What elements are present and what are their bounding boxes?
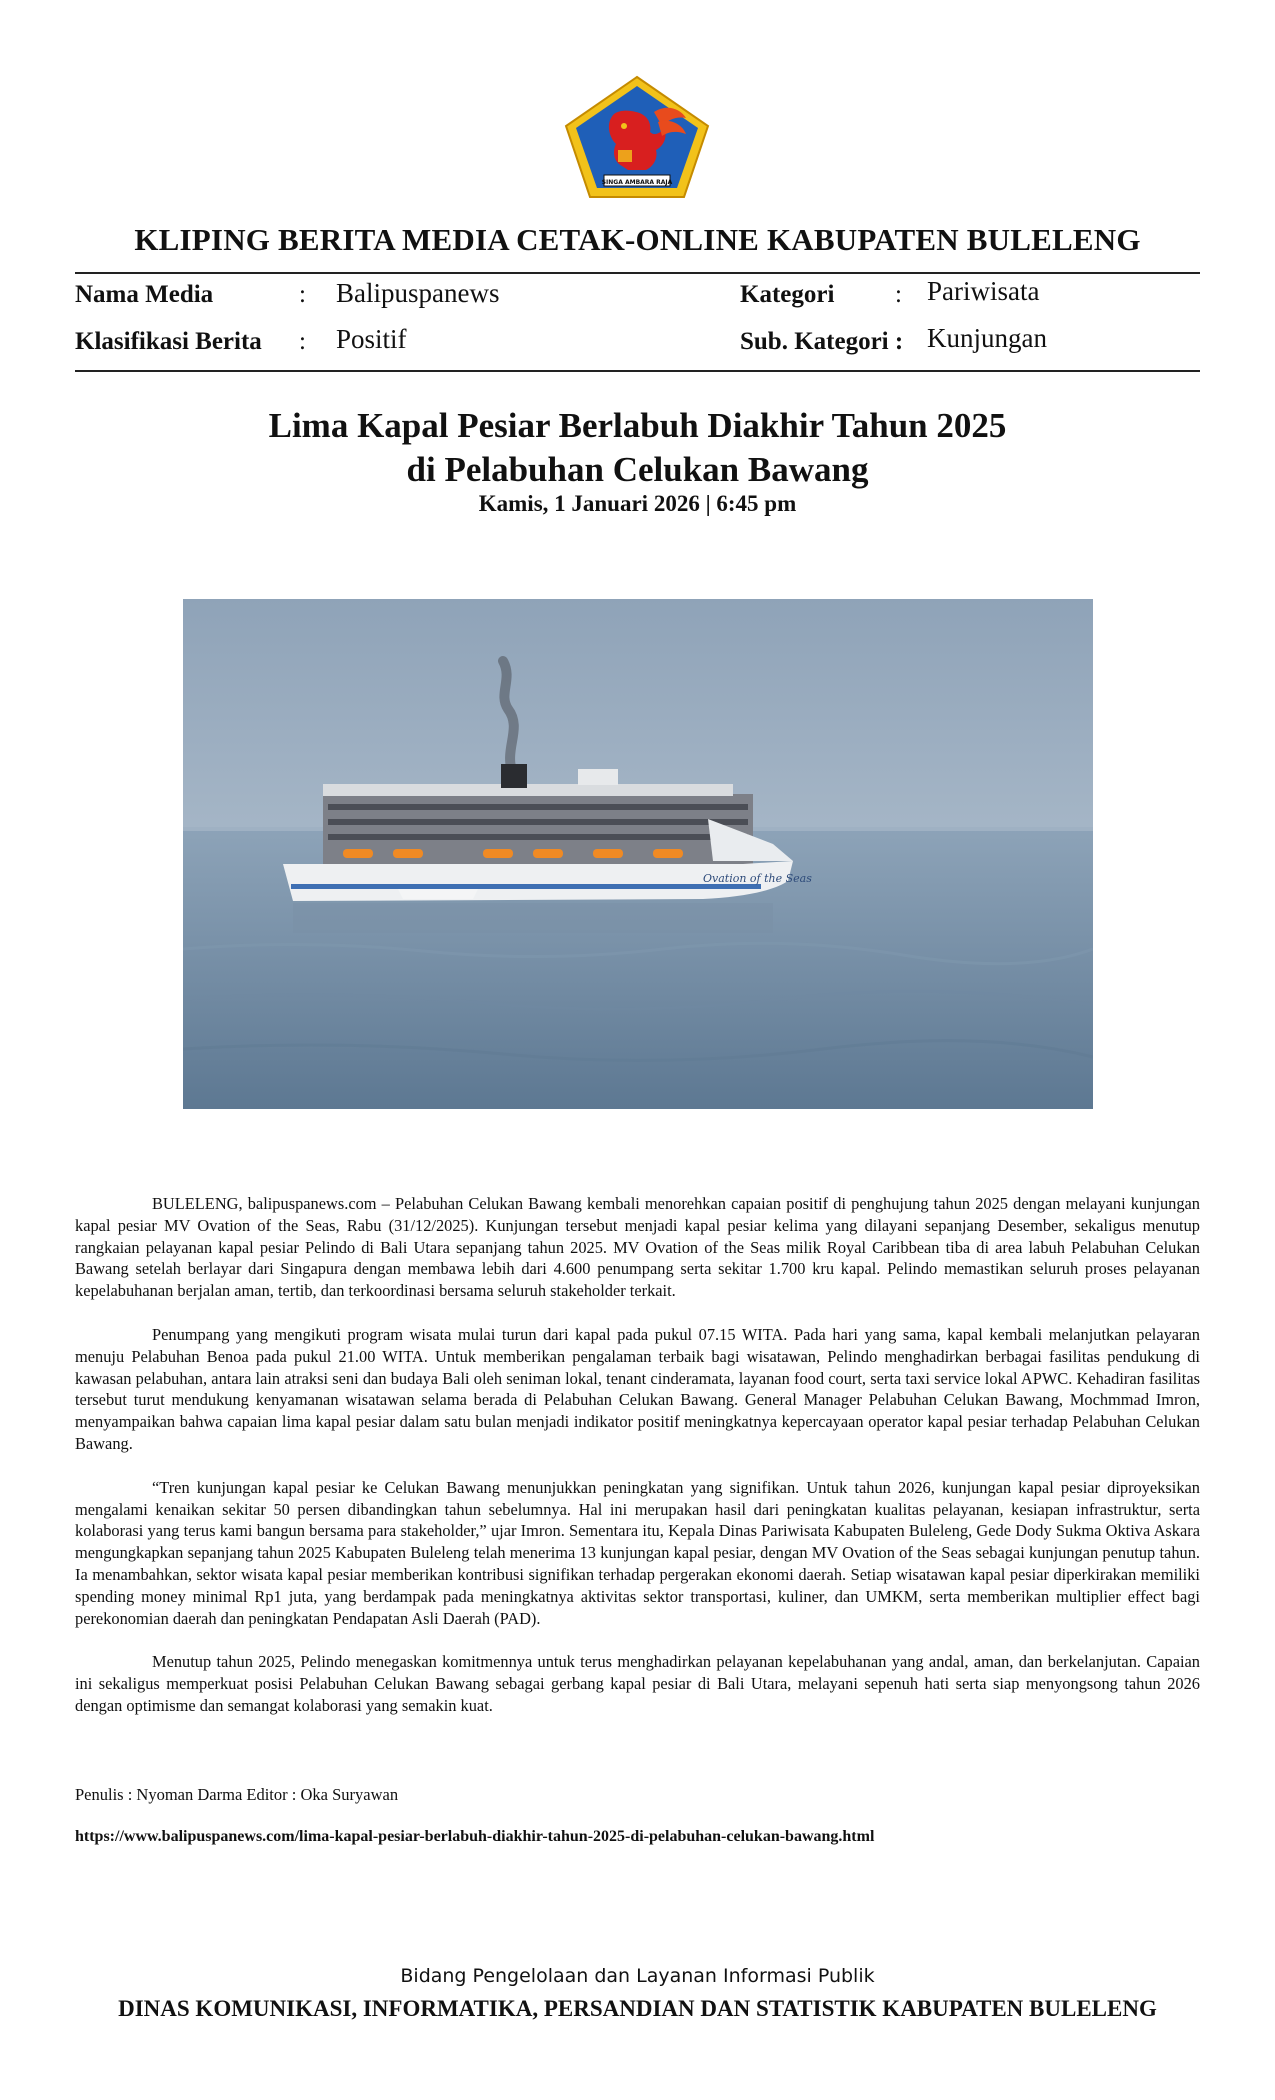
header-bottom-rule xyxy=(75,370,1200,372)
meta-nama-media xyxy=(75,281,213,309)
article-date: Kamis, 1 Januari 2026 | 6:45 pm xyxy=(478,491,797,516)
meta-subkategori xyxy=(740,328,903,356)
logo-motto-text: SINGA AMBARA RAJA xyxy=(601,179,673,186)
kategori-value: Pariwisata xyxy=(927,276,1040,306)
subkategori-value: Kunjungan xyxy=(927,323,1047,353)
article-credits: Penulis : Nyoman Darma Editor : Oka Suryawan xyxy=(75,1785,399,1804)
ship-name-text: Ovation of the Seas xyxy=(703,872,812,885)
article-title-line2: di Pelabuhan Celukan Bawang xyxy=(406,450,869,489)
article-paragraph: BULELENG, balipuspanews.com – Pelabuhan Celukan Bawang kembali menorehkan capaian positif di penghujung tahun 2025 dengan melayani kunjungan kapal pesiar MV Ovation of the Seas, Rabu (31/12/2025). Kunjungan tersebut menjadi kapal pesiar kelima yang dilayani sepanjang Desember, sekaligus menutup rangkaian pelayanan kapal pesiar Pelindo di Bali Utara sepanjang tahun 2025. MV Ovation of the Seas milik Royal Caribbean tiba di area labuh Pelabuhan Celukan Bawang setelah berlayar dari Singapura dengan membawa lebih dari 4.600 penumpang serta sekitar 1.700 kru kapal. Pelindo memastikan seluruh proses pelayanan kepelabuhanan berjalan aman, tertib, dan terkoordinasi bersama seluruh stakeholder terkait. xyxy=(75,1194,1200,1301)
article-title-line1: Lima Kapal Pesiar Berlabuh Diakhir Tahun 2025 xyxy=(268,406,1007,445)
nama-media-value: Balipuspanews xyxy=(336,278,500,308)
page-header-title: KLIPING BERITA MEDIA CETAK-ONLINE KABUPATEN BULELENG xyxy=(134,222,1141,257)
meta-kategori xyxy=(740,281,834,309)
footer-department: Bidang Pengelolaan dan Layanan Informasi Publik xyxy=(400,1965,875,1987)
subkategori-label: Sub. Kategori : xyxy=(740,328,904,355)
klasifikasi-colon: : xyxy=(299,328,306,355)
nama-media-label: Nama Media xyxy=(75,281,214,308)
klasifikasi-value: Positif xyxy=(336,324,407,354)
header-top-rule xyxy=(75,272,1200,274)
klasifikasi-label: Klasifikasi Berita xyxy=(75,328,262,355)
article-body xyxy=(75,1193,1200,1739)
article-paragraph: Penumpang yang mengikuti program wisata mulai turun dari kapal pada pukul 07.15 WITA. Pada hari yang sama, kapal kembali melanjutkan pelayaran menuju Pelabuhan Benoa pada pukul 21.00 WITA. Untuk memberikan pengalaman terbaik bagi wisatawan, Pelindo menghadirkan berbagai fasilitas pendukung di kawasan pelabuhan, antara lain atraksi seni dan budaya Bali oleh seniman lokal, tenant cinderamata, layanan food court, serta taxi service lokal APWC. Kehadiran fasilitas tersebut turut mendukung kenyamanan wisatawan selama berada di Pelabuhan Celukan Bawang. General Manager Pelabuhan Celukan Bawang, Mochmmad Imron, menyampaikan bahwa capaian lima kapal pesiar dalam satu bulan menjadi indikator positif meningkatnya kepercayaan operator kapal pesiar terhadap Pelabuhan Celukan Bawang. xyxy=(75,1324,1200,1453)
article-source-link[interactable]: https://www.balipuspanews.com/lima-kapal-pesiar-berlabuh-diakhir-tahun-2025-di-pelabuhan-celukan-bawang.html xyxy=(75,1828,875,1845)
kategori-colon: : xyxy=(895,281,902,308)
article-photo xyxy=(183,599,1093,1109)
buleleng-coat-of-arms-icon xyxy=(562,74,712,200)
footer-agency: DINAS KOMUNIKASI, INFORMATIKA, PERSANDIAN DAN STATISTIK KABUPATEN BULELENG xyxy=(118,1996,1157,2021)
kategori-label: Kategori xyxy=(740,281,835,308)
meta-klasifikasi xyxy=(75,328,262,356)
nama-media-colon: : xyxy=(299,281,306,308)
article-paragraph: “Tren kunjungan kapal pesiar ke Celukan Bawang menunjukkan peningkatan yang signifikan. Untuk tahun 2026, kunjungan kapal pesiar diproyeksikan mengalami kenaikan sekitar 50 persen dibandingkan tahun sebelumnya. Hal ini merupakan hasil dari peningkatan kualitas pelayanan, kesiapan infrastruktur, serta kolaborasi yang terus kami bangun bersama para stakeholder,” ujar Imron. Sementara itu, Kepala Dinas Pariwisata Kabupaten Buleleng, Gede Dody Sukma Oktiva Askara mengungkapkan sepanjang tahun 2025 Kabupaten Buleleng telah menerima 13 kunjungan kapal pesiar, dengan MV Ovation of the Seas sebagai kunjungan penutup tahun. Ia menambahkan, sektor wisata kapal pesiar memberikan kontribusi signifikan terhadap pergerakan ekonomi daerah. Setiap wisatawan kapal pesiar diperkirakan memiliki spending money minimal Rp1 juta, yang berdampak pada meningkatnya aktivitas sektor transportasi, kuliner, dan UMKM, serta memberikan multiplier effect bagi perekonomian daerah dan peningkatan Pendapatan Asli Daerah (PAD). xyxy=(75,1477,1200,1628)
article-paragraph: Menutup tahun 2025, Pelindo menegaskan komitmennya untuk terus menghadirkan pelayanan kepelabuhanan yang andal, aman, dan berkelanjutan. Capaian ini sekaligus memperkuat posisi Pelabuhan Celukan Bawang sebagai gerbang kapal pesiar di Bali Utara, melayani sepenuh hati serta siap menyongsong tahun 2026 dengan optimisme dan semangat kolaborasi yang semakin kuat. xyxy=(75,1652,1200,1715)
